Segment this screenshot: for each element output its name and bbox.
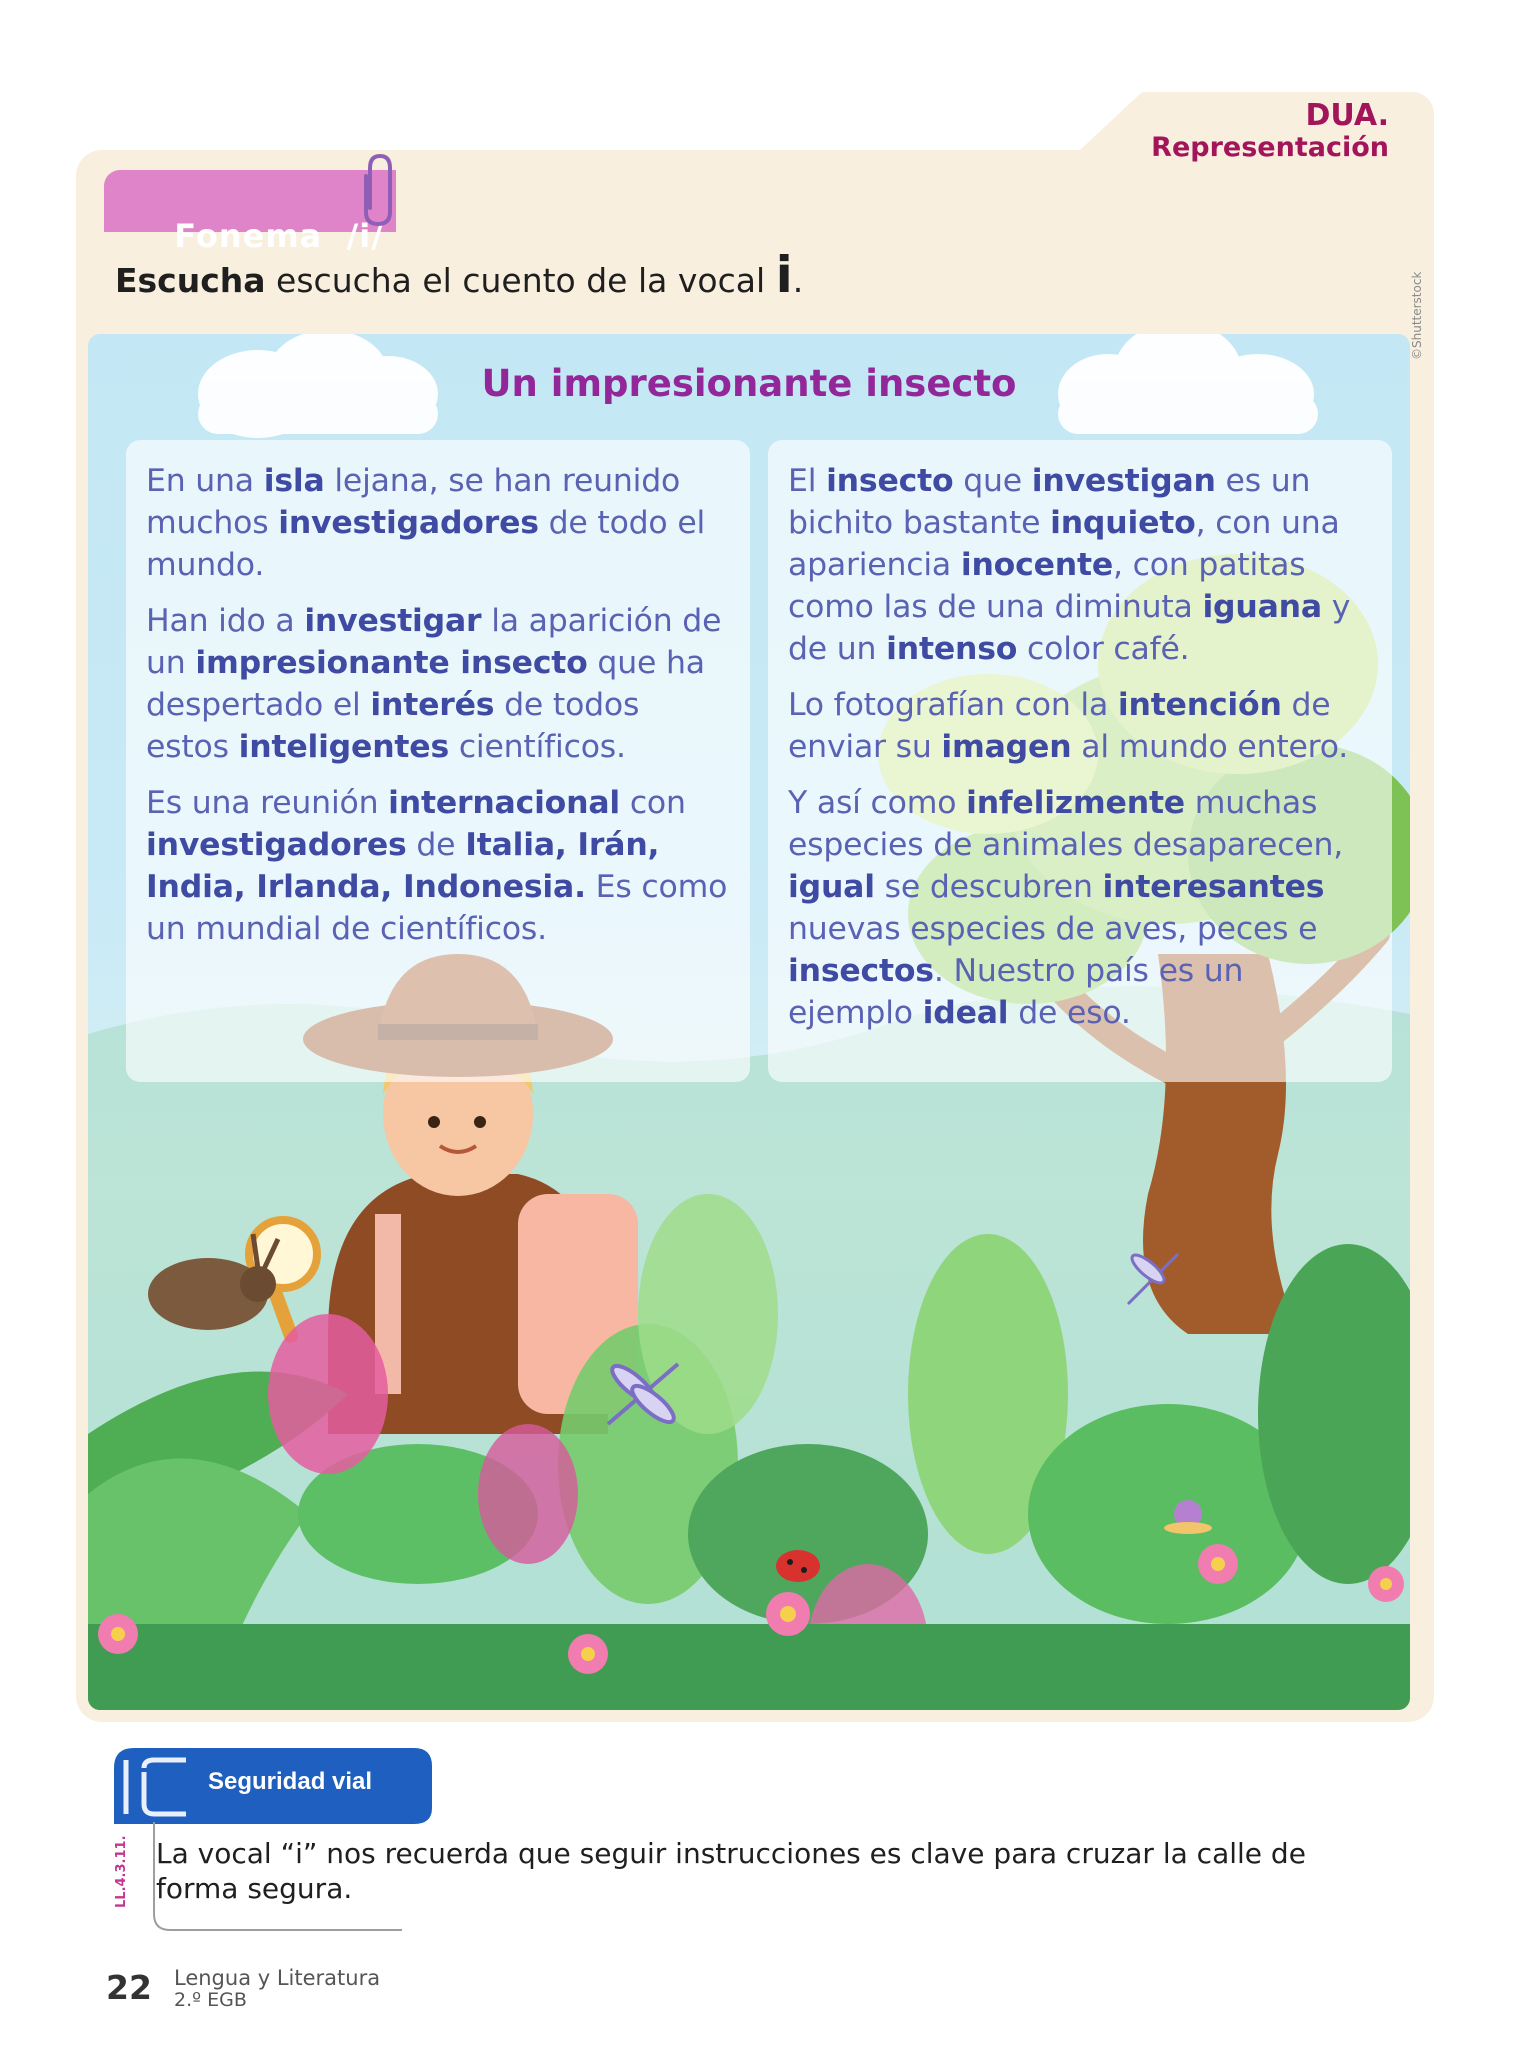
highlighted-word: igual: [788, 869, 875, 905]
story-text: de todo el mundo.: [146, 505, 706, 583]
highlighted-word: impresionante insecto: [195, 645, 588, 681]
story-text: de enviar su: [788, 687, 1331, 765]
ic-code: LL.4.3.11.: [114, 1835, 129, 1908]
page-number: 22: [106, 1968, 152, 2007]
highlighted-word: insectos: [788, 953, 934, 989]
ic-label: Seguridad vial: [208, 1768, 373, 1795]
story-text: es un bichito bastante: [788, 463, 1311, 541]
highlighted-word: investigadores: [278, 505, 539, 541]
story-text: lejana, se han reunido muchos: [146, 463, 681, 541]
story-text: Lo fotografían con la: [788, 687, 1118, 723]
story-text: nuevas especies de aves, peces e: [788, 911, 1318, 947]
story-text: Han ido a: [146, 603, 305, 639]
book-grade: 2.º EGB: [174, 1989, 247, 2011]
highlighted-word: ideal: [922, 995, 1009, 1031]
paperclip-icon: [356, 150, 402, 228]
story-text: al mundo entero.: [1071, 729, 1349, 765]
story-paragraph: [788, 782, 1370, 1034]
story-text: , con patitas como las de una diminuta: [788, 547, 1306, 625]
story-text-right: [768, 440, 1392, 1082]
highlighted-word: imagen: [941, 729, 1072, 765]
story-text: que: [953, 463, 1032, 499]
ladybug-icon: [776, 1550, 820, 1582]
highlighted-word: Italia, Irán, India, Irlanda, Indonesia.: [146, 827, 660, 905]
instruction-vowel: i: [775, 246, 793, 304]
highlighted-word: investigar: [304, 603, 482, 639]
story-text: El: [788, 463, 827, 499]
highlighted-word: insecto: [826, 463, 954, 499]
dua-title: DUA.: [1305, 98, 1389, 133]
story-paragraph: [146, 782, 728, 950]
story-text: se descubren: [874, 869, 1103, 905]
phoneme-tag: [104, 170, 396, 255]
phoneme-label: Fonema /i/: [174, 217, 384, 255]
story-title: Un impresionante insecto: [481, 362, 1017, 405]
story-text: y de un: [788, 589, 1351, 667]
story-text: de todos estos: [146, 687, 640, 765]
highlighted-word: investigan: [1031, 463, 1216, 499]
story-text: que ha despertado el: [146, 645, 705, 723]
instruction-end: .: [792, 261, 804, 300]
instruction-text: escucha el cuento de la vocal: [265, 261, 776, 300]
story-text: con: [620, 785, 686, 821]
highlighted-word: interés: [370, 687, 495, 723]
dua-subtitle: Representación: [1151, 132, 1389, 163]
highlighted-word: infelizmente: [966, 785, 1185, 821]
highlighted-word: investigadores: [146, 827, 407, 863]
story-text: de eso.: [1008, 995, 1131, 1031]
story-paragraph: [146, 600, 728, 768]
highlighted-word: inocente: [960, 547, 1113, 583]
highlighted-word: iguana: [1202, 589, 1322, 625]
story-text: color café.: [1017, 631, 1190, 667]
story-paragraph: [788, 684, 1370, 768]
highlighted-word: internacional: [388, 785, 620, 821]
image-credit: ©Shutterstock: [1410, 271, 1424, 360]
highlighted-word: interesantes: [1102, 869, 1325, 905]
instruction-verb: Escucha: [115, 261, 266, 300]
highlighted-word: intenso: [886, 631, 1018, 667]
story-text: científicos.: [449, 729, 626, 765]
story-text: , con una apariencia: [788, 505, 1340, 583]
story-text-left: [126, 440, 750, 1082]
story-text: Es como un mundial de científicos.: [146, 869, 728, 947]
story-text: muchas especies de animales desaparecen,: [788, 785, 1344, 863]
highlighted-word: isla: [263, 463, 325, 499]
highlighted-word: inteligentes: [238, 729, 449, 765]
story-paragraph: [788, 460, 1370, 670]
story-text: Es una reunión: [146, 785, 389, 821]
book-title: Lengua y Literatura: [174, 1966, 381, 1990]
story-text: En una: [146, 463, 264, 499]
ic-text: La vocal “i” nos recuerda que seguir instrucciones es clave para cruzar la calle de forma segura.: [156, 1837, 1306, 1905]
story-text: de: [406, 827, 466, 863]
story-paragraph: [146, 460, 728, 586]
highlighted-word: intención: [1117, 687, 1282, 723]
story-text: Y así como: [788, 785, 967, 821]
highlighted-word: inquieto: [1050, 505, 1196, 541]
story-text: . Nuestro país es un ejemplo: [788, 953, 1244, 1031]
instruction: [115, 246, 803, 304]
story-text: la aparición de un: [146, 603, 722, 681]
